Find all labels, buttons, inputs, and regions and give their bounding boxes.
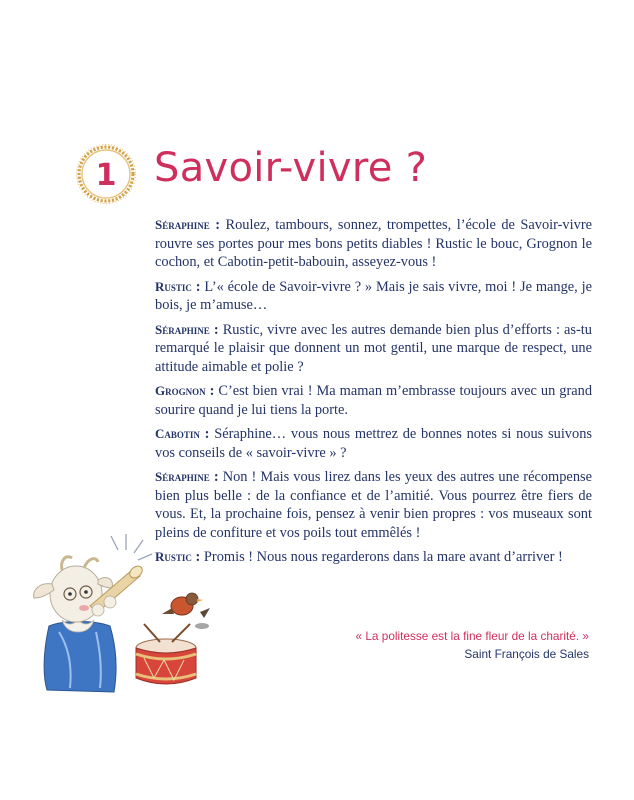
speaker-separator: : — [191, 278, 201, 295]
dialogue-text: Promis ! Nous nous regarderons dans la mare avant d’arriver ! — [203, 549, 563, 565]
dialogue-line — [155, 278, 592, 315]
dialogue-text: Rustic, vivre avec les autres demande bien plus d’efforts : as-tu remarqué le plaisir que donnent un mot gentil, une marque de respect, une attitude aimable et polie ? — [155, 321, 593, 375]
chapter-title: Savoir-vivre ? — [154, 145, 428, 191]
speaker-separator: : — [191, 549, 201, 565]
dialogue-text: Roulez, tambours, sonnez, trompettes, l’école de Savoir-vivre rouvre ses portes pour mes bons petits diables ! Rustic le bouc, Grognon le cochon, et Cabotin-petit-babouin, asseyez-vous ! — [155, 217, 592, 270]
speaker-name: Grognon — [155, 383, 206, 398]
dialogue-text: L’« école de Savoir-vivre ? » Mais je sais vivre, moi ! Je mange, je bois, je m’amuse… — [155, 278, 592, 313]
speaker-name: Séraphine — [155, 217, 210, 232]
dialogue-text: Non ! Mais vous lirez dans les yeux des autres une récompense bien plus belle : de la confiance et de l’amitié. Vous pourrez être fiers de vous. Et, la prochaine fois, pensez à venir bien propres : vos museaux sont pleins de confiture et vos poils tout emmêlés ! — [155, 469, 592, 541]
speaker-name: Séraphine — [155, 469, 210, 484]
dialogue-line — [155, 425, 592, 462]
drumstick — [144, 624, 160, 642]
illustration-goat-trumpet-drum — [14, 528, 226, 696]
speaker-name: Séraphine — [155, 321, 210, 337]
speaker-separator: : — [209, 469, 219, 485]
dialogue-line — [155, 382, 592, 419]
speaker-separator: : — [205, 383, 215, 399]
dialogue-line — [155, 321, 592, 377]
quote-block — [356, 627, 589, 663]
dialogue-line — [155, 216, 592, 272]
speaker-name: Rustic — [155, 549, 192, 564]
quote-text: « La politesse est la fine fleur de la charité. » — [355, 629, 589, 643]
sound-lines-icon — [111, 534, 152, 560]
chapter-number-badge — [75, 143, 137, 205]
chapter-number: 1 — [95, 158, 117, 193]
dialogue — [155, 216, 592, 573]
speaker-separator: : — [199, 426, 210, 442]
speaker-separator: : — [209, 321, 219, 338]
speaker-name: Rustic — [155, 278, 192, 294]
quote-author: Saint François de Sales — [464, 647, 589, 661]
speaker-name: Cabotin — [155, 426, 200, 441]
dialogue-text: Séraphine… vous nous mettrez de bonnes notes si nous suivons vos conseils de « savoir-vivre » ? — [155, 426, 592, 461]
speaker-separator: : — [209, 217, 220, 233]
dialogue-text: C’est bien vrai ! Ma maman m’embrasse toujours avec un grand sourire quand je lui tiens la porte. — [155, 383, 593, 418]
